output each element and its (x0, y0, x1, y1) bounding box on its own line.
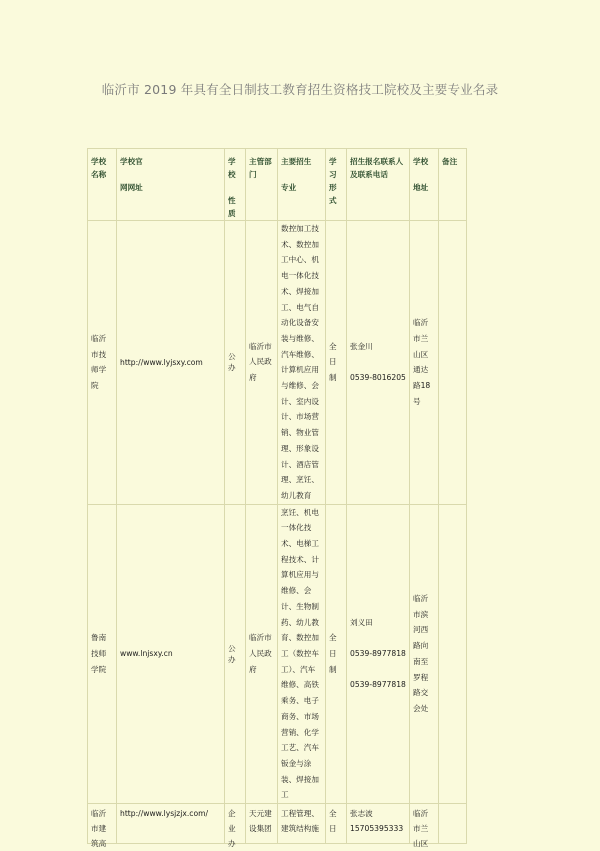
header-study-form: 学习形式 (326, 149, 347, 221)
school-address: 临沂市兰山区 (410, 804, 439, 844)
school-name: 临沂市建筑高 (88, 804, 117, 844)
note (439, 804, 467, 844)
study-form: 全日制 (326, 504, 347, 803)
department: 天元建设集团 (246, 804, 278, 844)
page-title: 临沂市 2019 年具有全日制技工教育招生资格技工院校及主要专业名录 (101, 82, 499, 97)
school-directory-table (87, 148, 467, 849)
contact-phone: 0539-8016205 (350, 372, 406, 382)
majors: 烹饪、机电一体化技术、电梯工程技术、计算机应用与维修、会计、生物制药、幼儿教育、数控加工（数控车工）、汽车维修、高铁乘务、电子商务、市场营销、化学工艺、汽车钣金与涂装、焊接加工 (278, 504, 326, 803)
header-note: 备注 (439, 149, 467, 221)
study-form: 全日 (326, 804, 347, 844)
majors: 工程管理、建筑结构施 (278, 804, 326, 844)
school-nature: 企业办 (225, 804, 246, 844)
contact-info (347, 504, 410, 803)
contact-person: 张金川 (350, 342, 373, 352)
header-address: 学校 地址 (410, 149, 439, 221)
contact-phone: 0539-8977818 (350, 648, 406, 658)
website-link[interactable]: http://www.lysjzjx.com/ (117, 804, 225, 844)
header-contact: 招生报名联系人及联系电话 (347, 149, 410, 221)
school-name: 鲁南技师学院 (88, 504, 117, 803)
website-link[interactable]: www.lnjsxy.cn (117, 504, 225, 803)
department: 临沂市人民政府 (246, 221, 278, 505)
header-nature: 学校 性质 (225, 149, 246, 221)
note (439, 221, 467, 505)
contact-person: 刘义田 (350, 618, 373, 628)
department: 临沂市人民政府 (246, 504, 278, 803)
majors: 数控加工技术、数控加工中心、机电一体化技术、焊接加工、电气自动化设备安装与维修、汽车维修、计算机应用与维修、会计、室内设计、市场营销、物业管理、形象设计、酒店管理、烹饪、幼儿教育 (278, 221, 326, 505)
website-link[interactable]: http://www.lyjsxy.com (117, 221, 225, 505)
school-nature: 公办 (225, 221, 246, 505)
table-row (88, 221, 467, 505)
school-nature: 公办 (225, 504, 246, 803)
school-address: 临沂市滨河西路向南至罗程路交会处 (410, 504, 439, 803)
contact-phone-2: 0539-8977818 (350, 679, 406, 689)
table-row (88, 804, 467, 844)
contact-info (347, 221, 410, 505)
contact-phone: 15705395333 (350, 824, 404, 834)
table-row (88, 504, 467, 803)
school-name: 临沂市技师学院 (88, 221, 117, 505)
note (439, 504, 467, 803)
school-address: 临沂市兰山区通达路18号 (410, 221, 439, 505)
table-header-row (88, 149, 467, 221)
study-form: 全日制 (326, 221, 347, 505)
header-school-name: 学校名称 (88, 149, 117, 221)
contact-person: 张志波 (350, 809, 373, 819)
header-department: 主管部门 (246, 149, 278, 221)
header-majors: 主要招生 专业 (278, 149, 326, 221)
header-website: 学校官 网网址 (117, 149, 225, 221)
contact-info (347, 804, 410, 844)
